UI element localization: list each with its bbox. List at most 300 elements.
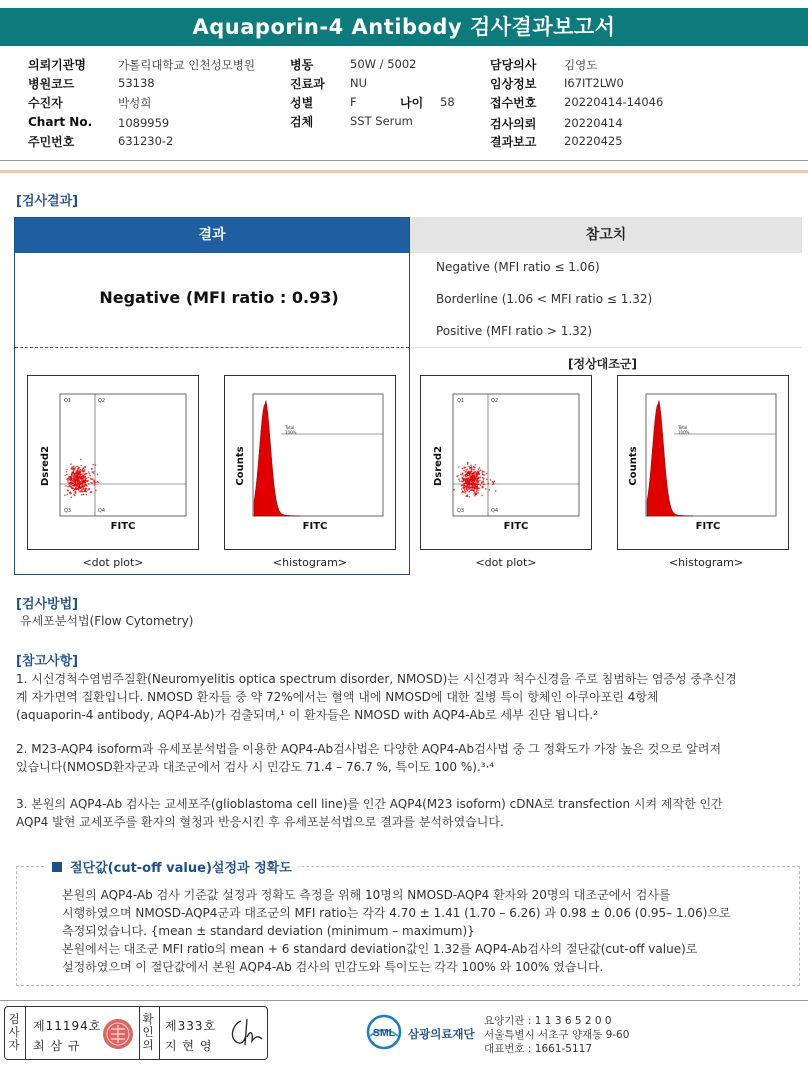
dot-point [78,485,80,487]
dot-point [82,473,84,475]
dot-point [475,494,477,496]
dot-point [91,482,93,484]
patient-dot-caption: <dot plot> [82,556,144,569]
org-code-line: 요양기관 : 1 1 3 6 5 2 0 0 [484,1015,612,1027]
dot-point [86,473,88,475]
dot-point [465,471,467,473]
quadrant-q3: Q3 [64,508,72,514]
dot-point [88,483,90,485]
dot-point [459,480,461,482]
dot-point [468,486,470,488]
dot-point [468,483,470,485]
report-date-label: 결과보고 [490,135,537,149]
patient-info [28,56,788,152]
dot-point [464,492,466,494]
dot-point [467,472,469,474]
dot-point [67,490,69,492]
institution-label: 의뢰기관명 [28,58,86,72]
dot-point [482,486,484,488]
dot-point [458,466,460,468]
dot-point [475,471,477,473]
dot-point [473,473,475,475]
cutoff-note-text [62,886,792,976]
dot-point [477,490,479,492]
dot-point [467,490,469,492]
control-dot-plot-svg [421,376,593,551]
reference-borderline: Borderline (1.06 < MFI ratio ≤ 1.32) [436,292,653,306]
dot-point [480,477,482,479]
histogram-ylabel: Counts [235,446,246,486]
dot-point [82,474,84,476]
dot-point [87,481,89,483]
cutoff-note-line-5: 설정하였으며 이 절단값에서 본원 AQP4-Ab 검사의 민감도와 특이도는 각각 100% 와 100% 였습니다. [62,960,604,974]
confirmer-license-no: 제333호 [165,1019,217,1033]
dot-point [82,487,84,489]
dot-point [66,474,68,476]
dot-point [458,479,460,481]
control-dot-ylabel: Dsred2 [433,445,444,487]
organization-name: 삼광의료재단 [408,1027,475,1041]
dot-point [72,475,74,477]
dot-point [81,477,83,479]
reference-para-1-line-2: 계 자가면역 질환입니다. NMOSD 환자들 중 약 72%에서는 혈액 내에 NMOSD에 대한 질병 특이 항체인 아쿠아포린 4항체 [16,690,659,704]
dot-point [71,487,73,489]
dot-point [71,479,73,481]
dot-point [77,482,79,484]
dot-point [73,465,75,467]
examinee-value: 박성희 [118,96,152,110]
dot-point [469,496,471,498]
dot-point [84,466,86,468]
dot-point [78,468,80,470]
doctor-value: 김영도 [564,58,598,72]
dot-plot-ylabel: Dsred2 [40,445,51,487]
dot-point [466,476,468,478]
sml-logo-icon [366,1014,402,1050]
dot-point [463,467,465,469]
dot-point [75,477,77,479]
hospital-code-label: 병원코드 [28,77,75,91]
receipt-no-value: 20220414-14046 [564,95,664,109]
reference-positive: Positive (MFI ratio > 1.32) [436,324,593,338]
dot-point [88,471,90,473]
patient-hist-caption: <histogram> [272,556,348,569]
dot-point [476,479,478,481]
dot-point [84,490,86,492]
dot-plot-svg [28,376,200,551]
reference-para-3-line-1: 3. 본원의 AQP4-Ab 검사는 교세포주(glioblastoma cell line)를 인간 AQP4(M23 isoform) cDNA로 transfection 시켜 제작한 인간 [16,797,723,811]
control-quadrant-q1: Q1 [457,398,465,404]
dot-point [469,477,471,479]
dot-point [463,479,465,481]
specimen-label: 검체 [290,115,314,129]
reference-para-2-line-1: 2. M23-AQP4 isoform과 유세포분석법을 이용한 AQP4-Ab검사법은 다양한 AQP4-Ab검사법 중 그 정확도가 가장 높은 것으로 알려져 [16,742,722,756]
dot-point [79,470,81,472]
dot-point [474,479,476,481]
quadrant-q2: Q2 [98,398,106,404]
dot-point [81,494,83,496]
result-header: 결과 [15,218,409,253]
reference-negative: Negative (MFI ratio ≤ 1.06) [436,260,600,274]
dot-point [74,468,76,470]
dot-point [469,473,471,475]
dot-point [67,481,69,483]
request-date-label: 검사의뢰 [490,117,537,131]
dot-point [73,490,75,492]
dot-point [468,466,470,468]
dot-point [75,471,77,473]
dot-point [470,479,472,481]
control-quadrant-q4: Q4 [491,508,499,514]
dot-point [74,484,76,486]
reference-para-3-line-2: AQP4 발현 교세포주를 환자의 혈청과 반응시킨 후 유세포분석법으로 결과를 분석하였습니다. [16,815,504,829]
report-title: Aquaporin-4 Antibody 검사결과보고서 [0,8,808,46]
control-quadrant-q2: Q2 [491,398,499,404]
dot-point [457,476,459,478]
dot-point [483,484,485,486]
dot-point [482,477,484,479]
patient-dot-plot [27,375,199,550]
quadrant-q4: Q4 [98,508,106,514]
department-label: 진료과 [290,77,325,91]
dot-point [72,467,74,469]
dot-point [475,475,477,477]
dot-point [478,469,480,471]
dot-point [75,488,77,490]
histogram-peak [254,400,300,516]
dot-point [490,479,492,481]
chart-no-value: 1089959 [118,116,170,130]
tester-name: 최 삼 규 [33,1039,81,1053]
dot-point [486,479,488,481]
normal-control-label: [정상대조군] [568,357,637,371]
ward-label: 병동 [290,58,314,72]
dot-point [68,476,70,478]
clinical-info-value: I67IT2LW0 [564,76,624,90]
department-value: NU [350,76,368,90]
cutoff-note-line-1: 본원의 AQP4-Ab 검사 기준값 설정과 정확도 측정을 위해 10명의 NMOSD-AQP4 환자와 20명의 대조군에서 검사를 [62,888,671,902]
dot-point [80,488,82,490]
dot-point [470,484,472,486]
dot-point [471,469,473,471]
sex-label: 성별 [290,96,314,110]
dot-point [81,491,83,493]
control-dot-caption: <dot plot> [475,556,537,569]
signature-divider-3 [159,1007,160,1059]
dot-point [464,490,466,492]
dot-point [87,477,89,479]
dot-point [461,481,463,483]
dot-point [79,491,81,493]
section-result-heading: [검사결과] [16,194,79,209]
dot-point [481,495,483,497]
confirmer-label [141,1013,155,1052]
tester-label-text: 검사자 [8,1012,20,1052]
dot-point [472,478,474,480]
dot-point [482,474,484,476]
dot-point [471,481,473,483]
dot-point [92,464,94,466]
sml-logo-text: SML [372,1027,396,1039]
org-phone-line: 대표번호 : 1661-5117 [484,1043,593,1055]
dot-point [463,470,465,472]
age-label: 나이 [400,96,424,110]
dot-point [74,473,76,475]
dot-point [483,474,485,476]
dot-point [485,488,487,490]
dot-point [68,483,70,485]
dot-point [493,482,495,484]
control-histogram-svg [618,376,790,551]
dot-point [479,467,481,469]
dot-point [80,459,82,461]
dot-point [477,492,479,494]
cutoff-note-line-4: 본원에서는 대조군 MFI ratio의 mean + 6 standard deviation값인 1.32를 AQP4-Ab검사의 절단값(cut-off value)로 [62,942,698,956]
dot-point [483,471,485,473]
reference-para-1-line-1: 1. 시신경척수염범주질환(Neuromyelitis optica spectrum disorder, NMOSD)는 시신경과 척수신경을 주로 침범하는 염증성 중추신경 [16,672,737,686]
dot-point [94,481,96,483]
dot-point [477,488,479,490]
dot-point [73,478,75,480]
dot-point [75,492,77,494]
signature-box [4,1006,268,1060]
histogram-xlabel: FITC [302,521,328,532]
dot-point [494,480,496,482]
dot-point [79,482,81,484]
reference-para-2-line-2: 있습니다(NMOSD환자군과 대조군에서 검사 시 민감도 71.4 – 76.7 %, 특이도 100 %).³·⁴ [16,760,495,774]
specimen-value: SST Serum [350,114,413,128]
dot-point [87,489,89,491]
dot-point [467,495,469,497]
dot-point [475,464,477,466]
dot-point [473,490,475,492]
dot-point [476,478,478,480]
dot-point [69,492,71,494]
dot-plot-frame [60,394,186,516]
dot-point [486,473,488,475]
quadrant-q1: Q1 [64,398,72,404]
dot-point [70,484,72,486]
dot-point [476,483,478,485]
dot-point [70,463,72,465]
dot-point [69,476,71,478]
dot-point [70,496,72,498]
histogram-gate-pct: 100% [285,430,297,435]
cutoff-note-line-2: 시행하였으며 NMOSD-AQP4군과 대조군의 MFI ratio는 각각 4.70 ± 1.41 (1.70 – 6.26) 과 0.98 ± 0.06 (0.95– 1.06)으로 [62,906,731,920]
dot-point [482,472,484,474]
dot-point [467,462,469,464]
dot-point [82,470,84,472]
dot-point [78,479,80,481]
dot-point [471,489,473,491]
confirmer-label-text: 확인의 [142,1012,154,1052]
control-quadrant-q3: Q3 [457,508,465,514]
cutoff-note-title [46,857,298,876]
control-histogram [617,375,789,550]
sex-value: F [350,95,357,109]
dot-point [462,468,464,470]
tester-seal-icon [101,1017,135,1051]
ward-value: 50W / 5002 [350,57,417,71]
dot-point [474,480,476,482]
histogram-svg [225,376,397,551]
dot-point [90,478,92,480]
dot-point [468,491,470,493]
tester-license-no: 제11194호 [33,1019,102,1033]
histogram-gate-label: Total [285,425,295,430]
hospital-code-value: 53138 [118,76,155,90]
dot-point [89,473,91,475]
dot-point [97,474,99,476]
resident-no-value: 631230-2 [118,134,174,148]
main-result-value: Negative (MFI ratio : 0.93) [99,288,339,307]
dot-point [474,492,476,494]
control-dot-cloud [453,462,496,498]
dot-point [476,486,478,488]
dot-point [471,467,473,469]
dot-point [79,484,81,486]
dot-point [66,471,68,473]
tester-label [7,1013,21,1052]
dot-point [495,490,497,492]
age-value: 58 [440,95,455,109]
dot-point [466,469,468,471]
reference-para-1-line-3: (aquaporin-4 antibody, AQP4-Ab)가 검출되며,¹ 이 환자들은 NMOSD with AQP4-Ab로 세부 진단 됩니다.² [16,708,598,722]
dot-point [480,484,482,486]
reference-divider [410,347,802,348]
dot-point [72,472,74,474]
signature-divider-2 [139,1007,140,1059]
control-hist-caption: <histogram> [668,556,744,569]
dot-point [82,468,84,470]
dot-point [462,477,464,479]
cutoff-note-line-3: 측정되었습니다. {mean ± standard deviation (minimum – maximum)} [62,924,475,938]
dot-point [86,478,88,480]
dot-point [85,479,87,481]
section-method-heading: [검사방법] [16,597,79,612]
dot-point [78,473,80,475]
dot-point [468,471,470,473]
dot-point [466,486,468,488]
control-dot-xlabel: FITC [503,521,529,532]
dot-point [67,494,69,496]
square-bullet-icon [52,862,62,872]
receipt-no-label: 접수번호 [490,96,537,110]
dot-point [86,494,88,496]
dot-point [470,465,472,467]
dot-point [91,491,93,493]
dot-point [91,468,93,470]
dot-point [97,481,99,483]
dot-point [85,476,87,478]
resident-no-label: 주민번호 [28,135,75,149]
dot-point [477,472,479,474]
signature-divider-1 [25,1007,26,1059]
dot-point [89,475,91,477]
dot-point [474,483,476,485]
dot-point [67,486,69,488]
dot-point [474,467,476,469]
dot-point [66,469,68,471]
dot-point [84,469,86,471]
dot-point [479,487,481,489]
dot-point [95,490,97,492]
dot-plot-xlabel: FITC [110,521,136,532]
dot-point [73,480,75,482]
dot-point [83,494,85,496]
dot-point [93,482,95,484]
dot-point [453,489,455,491]
dot-point [479,480,481,482]
dot-point [68,478,70,480]
dot-point [463,475,465,477]
dot-point [473,487,475,489]
cutoff-note-title-text: 절단값(cut-off value)설정과 정확도 [70,861,292,876]
dot-point [82,486,84,488]
dot-point [462,490,464,492]
dot-point [471,471,473,473]
dot-point [473,469,475,471]
dot-point [463,487,465,489]
dot-point [79,476,81,478]
control-gate-label: Total [678,425,688,430]
control-histogram-peak [647,400,693,516]
dot-point [489,489,491,491]
dot-point [470,487,472,489]
dot-point [483,479,485,481]
report-date-value: 20220425 [564,134,623,148]
dot-point [95,464,97,466]
dot-point [482,470,484,472]
dot-point [478,483,480,485]
dot-point [465,481,467,483]
dot-point [472,474,474,476]
control-histogram-ylabel: Counts [628,446,639,486]
dot-point [85,484,87,486]
dot-point [476,491,478,493]
patient-histogram [224,375,396,550]
dot-point [493,483,495,485]
dot-point [472,487,474,489]
handwritten-signature-icon [225,1015,265,1051]
dot-point [466,488,468,490]
dot-point [460,474,462,476]
dot-point [465,467,467,469]
dot-point [483,481,485,483]
dot-point [64,475,66,477]
dot-point [82,491,84,493]
dot-point [78,487,80,489]
dot-point [75,490,77,492]
dot-point [89,491,91,493]
dot-point [480,469,482,471]
dot-point [468,478,470,480]
result-dashed-divider [15,347,409,348]
org-address-line: 서울특별시 서초구 양재동 9-60 [484,1029,630,1041]
dot-point [76,479,78,481]
request-date-value: 20220414 [564,116,623,130]
organization-info [484,1014,629,1056]
accent-divider [0,170,808,173]
dot-point [469,475,471,477]
dot-point [77,470,79,472]
dot-point [81,465,83,467]
dot-cloud [64,459,99,498]
info-divider [0,160,808,161]
doctor-label: 담당의사 [490,58,537,72]
control-dot-frame [453,394,579,516]
control-gate-pct: 100% [678,430,690,435]
